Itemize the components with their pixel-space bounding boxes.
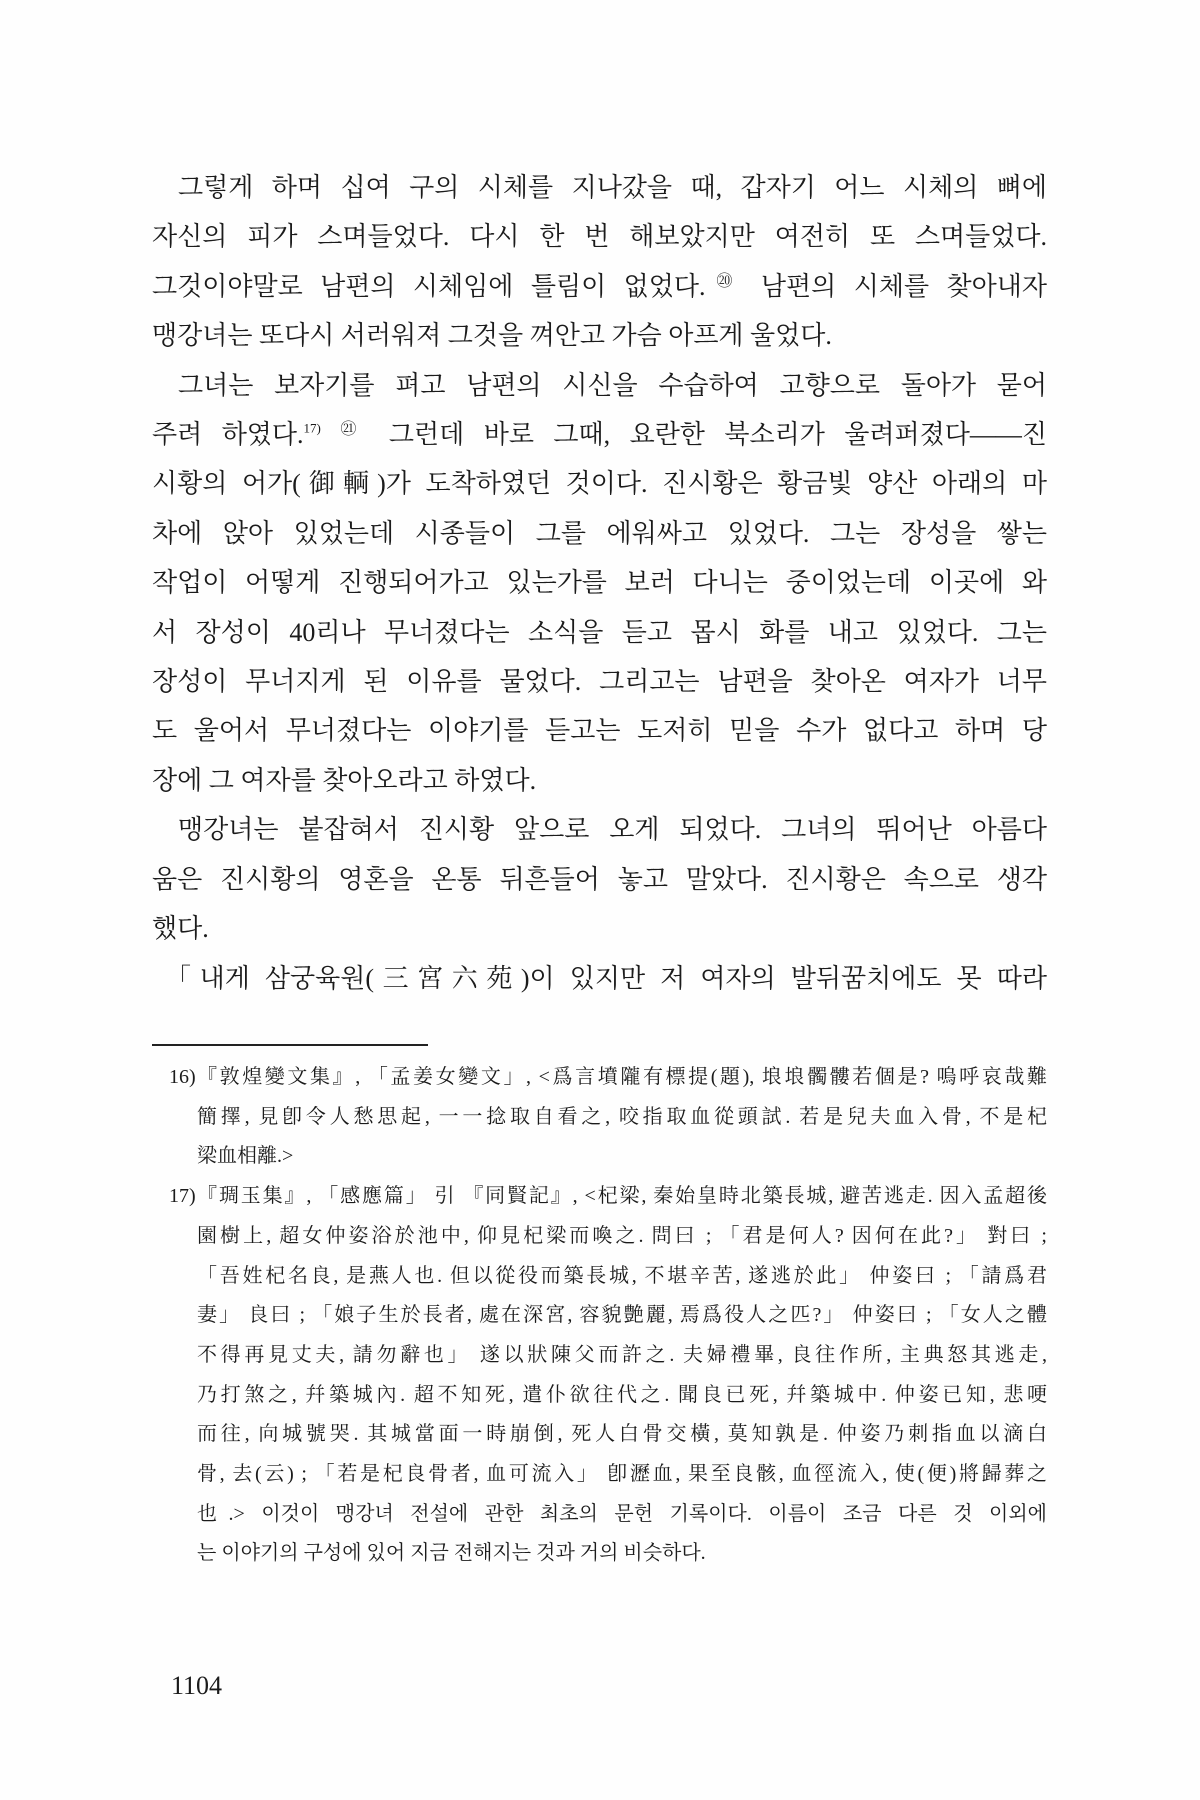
- text-line: 장성이 무너지게 된 이유를 물었다. 그리고는 남편을 찾아온 여자가 너무: [152, 667, 1047, 697]
- footnote-line: 園樹上, 超女仲姿浴於池中, 仰見杞梁而喚之. 問曰 ; 「君是何人? 因何在此?」 對曰 ;: [197, 1224, 1047, 1247]
- text-line: 했다.: [152, 914, 209, 944]
- paragraph-1: [152, 163, 1047, 361]
- footnote-line: 『敦煌變文集』, 「孟姜女變文」, <爲言墳隴有標提(題), 埌埌髑髏若個是? 嗚呼哀哉難: [197, 1066, 1047, 1088]
- page-number: 1104: [171, 1671, 223, 1700]
- footnote-line: 簡擇, 見卽令人愁思起, 一一捻取自看之, 咬指取血從頭試. 若是兒夫血入骨, 不是杞: [197, 1105, 1047, 1128]
- circled-note-ref: ⑳: [705, 272, 744, 290]
- footnote-17: [169, 1177, 1047, 1574]
- footnote-line: 梁血相離.>: [197, 1145, 294, 1168]
- text-line: 자신의 피가 스며들었다. 다시 한 번 해보았지만 여전히 또 스며들었다.: [152, 222, 1047, 252]
- footnote-line: 는 이야기의 구성에 있어 지금 전해지는 것과 거의 비슷하다.: [197, 1542, 706, 1565]
- footnote-line: 乃打煞之, 幷築城內. 超不知死, 遣仆欲往代之. 聞良已死, 幷築城中. 仲姿已知, 悲哽: [197, 1383, 1047, 1406]
- paragraph-3: [152, 805, 1047, 953]
- footnotes: [169, 1058, 1047, 1574]
- text-segment: 주려 하였다.: [152, 420, 304, 450]
- footnote-line: 不得再見丈夫, 請勿辭也」 遂以狀陳父而許之. 夫婦禮畢, 良往作所, 主典怒其逃走,: [197, 1343, 1047, 1366]
- text-line: 「내게 삼궁육원(三宮六苑)이 있지만 저 여자의 발뒤꿈치에도 못 따라: [165, 963, 1047, 993]
- footnote-line: 『琱玉集』, 「感應篇」 引 『同賢記』, <杞梁, 秦始皇時北築長城, 避苦逃走. 因入孟超後: [197, 1185, 1047, 1208]
- text-line: 작업이 어떻게 진행되어가고 있는가를 보러 다니는 중이었는데 이곳에 와: [152, 568, 1047, 598]
- body-text: [152, 163, 1047, 1003]
- text-line: [152, 262, 1047, 311]
- footnote-marker: 16): [169, 1066, 196, 1088]
- text-line: 차에 앉아 있었는데 시종들이 그를 에워싸고 있었다. 그는 장성을 쌓는: [152, 518, 1047, 548]
- text-line: 맹강녀는 붙잡혀서 진시황 앞으로 오게 되었다. 그녀의 뛰어난 아름다: [178, 815, 1047, 845]
- text-segment: 남편의 시체를 찾아내자: [743, 271, 1047, 301]
- paragraph-2: [152, 361, 1047, 806]
- footnote-line: 「吾姓杞名良, 是燕人也. 但以從役而築長城, 不堪辛苦, 遂逃於此」 仲姿曰 ; 「請爲君: [197, 1264, 1047, 1287]
- text-line: 시황의 어가(御輌)가 도착하였던 것이다. 진시황은 황금빛 양산 아래의 마: [152, 469, 1047, 499]
- paragraph-4: [152, 954, 1047, 1003]
- text-line: 그녀는 보자기를 펴고 남편의 시신을 수습하여 고향으로 돌아가 묻어: [178, 370, 1047, 400]
- text-line: [152, 410, 1047, 459]
- footnote-16: [169, 1058, 1047, 1177]
- footnote-line: 也.> 이것이 맹강녀 전설에 관한 최초의 문헌 기록이다. 이름이 조금 다른 것 이외에: [197, 1502, 1047, 1525]
- footnote-line: 骨, 去(云) ; 「若是杞良骨者, 血可流入」 卽瀝血, 果至良骸, 血徑流入, 使(便)將歸葬之: [197, 1463, 1047, 1486]
- text-line: 장에 그 여자를 찾아오라고 하였다.: [152, 765, 537, 795]
- footnote-marker: 17): [169, 1185, 196, 1208]
- circled-note-ref: ㉑: [340, 421, 370, 439]
- text-line: 서 장성이 40리나 무너졌다는 소식을 듣고 몹시 화를 내고 있었다. 그는: [152, 617, 1047, 647]
- text-line: 맹강녀는 또다시 서러워져 그것을 껴안고 가슴 아프게 울었다.: [152, 321, 832, 351]
- footnote-separator: [152, 1044, 428, 1046]
- footnote-line: 而往, 向城號哭. 其城當面一時崩倒, 死人白骨交橫, 莫知孰是. 仲姿乃刺指血以滴白: [197, 1423, 1047, 1446]
- text-line: 그렇게 하며 십여 구의 시체를 지나갔을 때, 갑자기 어느 시체의 뼈에: [178, 173, 1047, 202]
- text-segment: 그런데 바로 그때, 요란한 북소리가 울려퍼졌다——진: [369, 420, 1047, 450]
- text-segment: 그것이야말로 남편의 시체임에 틀림이 없었다.: [152, 271, 706, 301]
- footnote-ref: 17): [303, 420, 321, 436]
- footnote-line: 妻」 良曰 ; 「娘子生於長者, 處在深宮, 容貌艶麗, 焉爲役人之匹?」 仲姿曰 ; 「女人之體: [197, 1304, 1047, 1327]
- text-line: 도 울어서 무너졌다는 이야기를 듣고는 도저히 믿을 수가 없다고 하며 당: [152, 716, 1047, 746]
- text-line: 움은 진시황의 영혼을 온통 뒤흔들어 놓고 말았다. 진시황은 속으로 생각: [152, 864, 1047, 894]
